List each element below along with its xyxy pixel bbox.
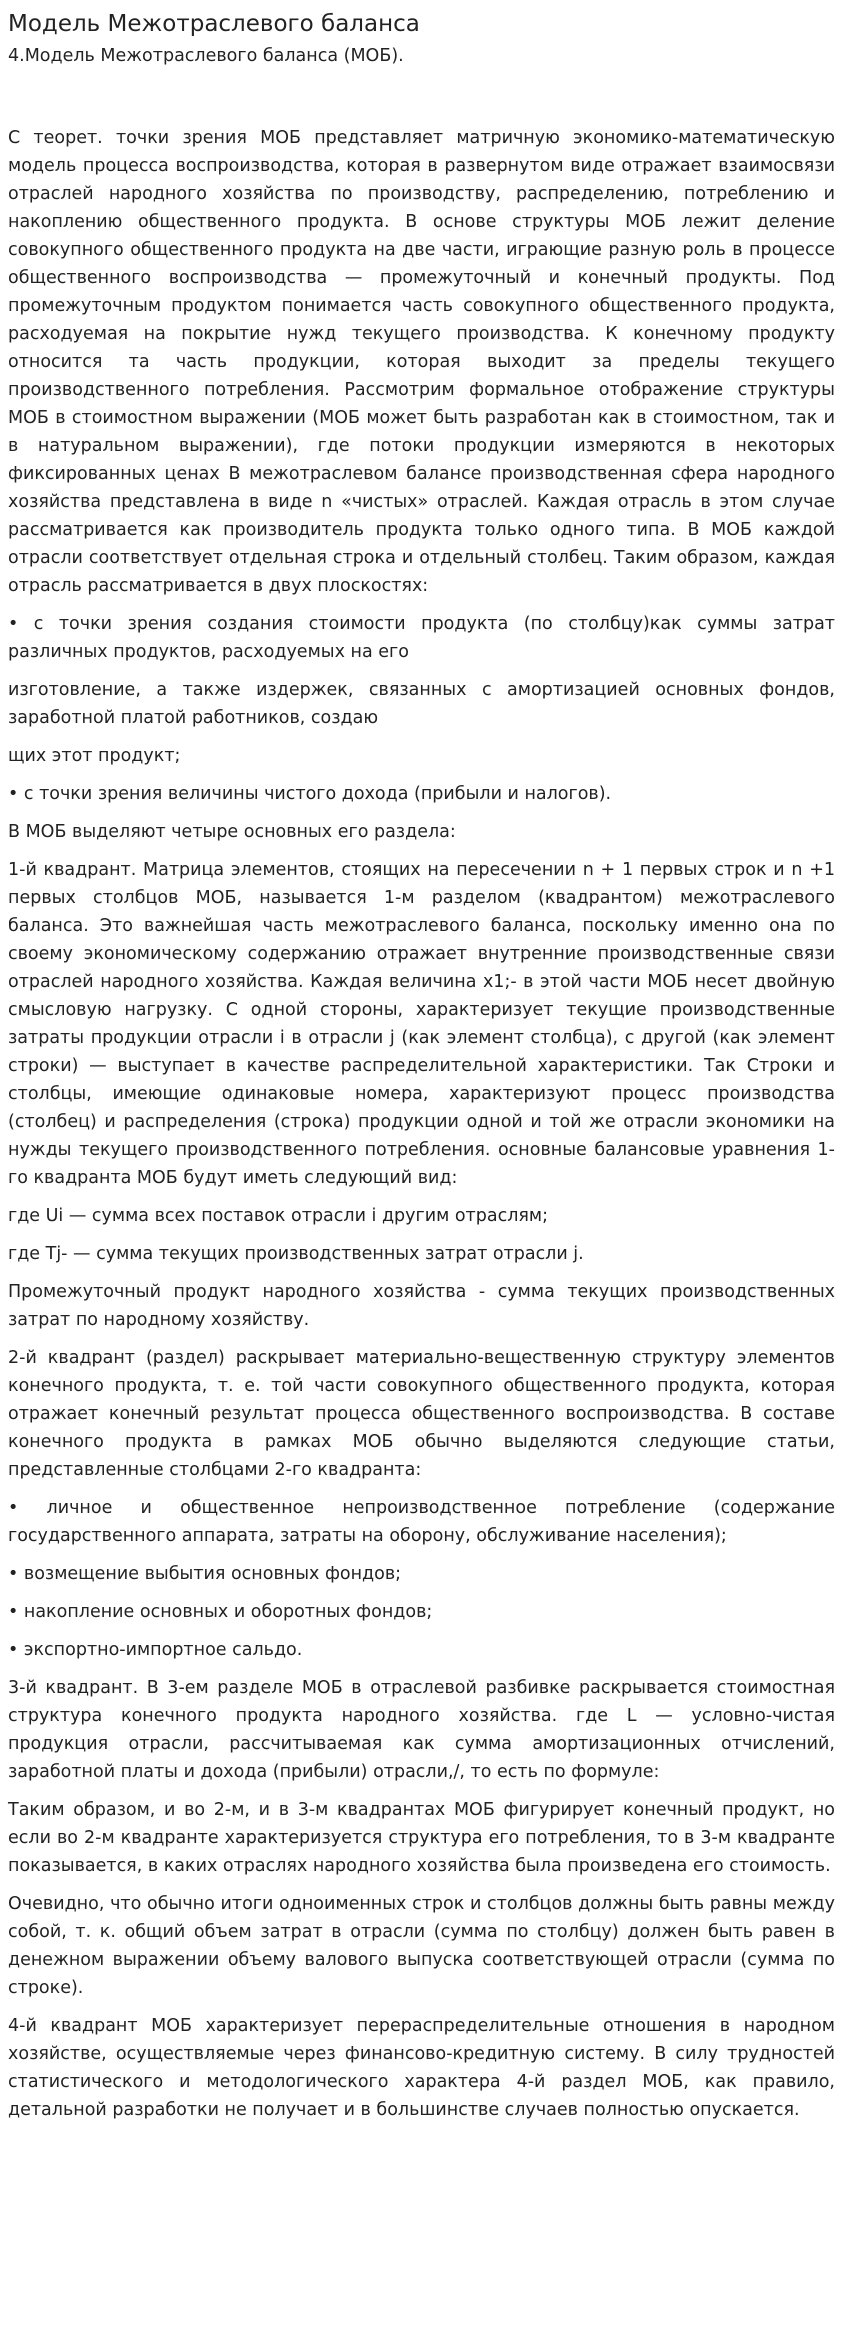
paragraph-quadrant-2: 2-й квадрант (раздел) раскрывает материально-вещественную структуру элементов конечного продукта, т. е. той части совокупного общественного продукта, которая отражает конечный результат процесса общественного воспроизводства. В составе конечного продукта в рамках МОБ обычно выделяются следующие статьи, представленные столбцами 2-го квадранта: [8,1348,835,1480]
paragraph-totals: Очевидно, что обычно итоги одноименных строк и столбцов должны быть равны между собой, т. к. общий объем затрат в отрасли (сумма по столбцу) должен быть равен в денежном выражении объему валового выпуска соответствующей отрасли (сумма по строке). [8,1894,835,1998]
paragraph-bullet-income: • с точки зрения величины чистого дохода (прибыли и налогов). [8,784,612,804]
paragraph-ui-definition: где Ui — сумма всех поставок отрасли i другим отраслям; [8,1206,549,1226]
document-title: Модель Межотраслевого баланса [8,11,420,37]
paragraph-bullet-trade-balance: • экспортно-импортное сальдо. [8,1640,303,1660]
paragraph-intro: С теорет. точки зрения МОБ представляет матричную экономико-математическую модель процесса воспроизводства, которая в развернутом виде отражает взаимосвязи отраслей народного хозяйства по производству, распределению, потреблению и накоплению общественного продукта. В основе структуры МОБ лежит деление совокупного общественного продукта на две части, играющие разную роль в процессе общественного воспроизводства — промежуточный и конечный продукты. Под промежуточным продуктом понимается часть совокупного общественного продукта, расходуемая на покрытие нужд текущего производства. К конечному продукту относится та часть продукции, которая выходит за пределы текущего производственного потребления. Рассмотрим формальное отображение структуры МОБ в стоимостном выражении (МОБ может быть разработан как в стоимостном, так и в натуральном выражении), где потоки продукции измеряются в некоторых фиксированных ценах В межотраслевом балансе производственная сфера народного хозяйства представлена в виде n «чистых» отраслей. Каждая отрасль в этом случае рассматривается как производитель продукта только одного типа. В МОБ каждой отрасли соответствует отдельная строка и отдельный столбец. Таким образом, каждая отрасль рассматривается в двух плоскостях: [8,128,835,596]
paragraph-intermediate-product: Промежуточный продукт народного хозяйства - сумма текущих производственных затрат по народному хозяйству. [8,1282,835,1330]
paragraph-quadrant-3: 3-й квадрант. В 3-ем разделе МОБ в отраслевой разбивке раскрывается стоимостная структура конечного продукта народного хозяйства. где L — условно-чистая продукция отрасли, рассчитываемая как сумма амортизационных отчислений, заработной платы и дохода (прибыли) отрасли,/, то есть по формуле: [8,1678,835,1782]
paragraph-bullet-consumption: • личное и общественное непроизводственное потребление (содержание государственного аппарата, затраты на оборону, обслуживание населения); [8,1498,835,1546]
paragraph-quadrant-1: 1-й квадрант. Матрица элементов, стоящих на пересечении n + 1 первых строк и n +1 первых столбцов МОБ, называется 1-м разделом (квадрантом) межотраслевого баланса. Это важнейшая часть межотраслевого баланса, поскольку именно она по своему экономическому содержанию отражает внутренние производственные связи отраслей народного хозяйства. Каждая величина x1;- в этой части МОБ несет двойную смысловую нагрузку. С одной стороны, характеризует текущие производственные затраты продукции отрасли i в отрасли j (как элемент столбца), с другой (как элемент строки) — выступает в качестве распределительной характеристики. Так Строки и столбцы, имеющие одинаковые номера, характеризуют процесс производства (столбец) и распределения (строка) продукции одной и той же отрасли экономики на нужды текущего производственного потребления. основные балансовые уравнения 1-го квадранта МОБ будут иметь следующий вид: [8,860,835,1188]
paragraph-bullet-cost: • с точки зрения создания стоимости продукта (по столбцу)как суммы затрат различных продуктов, расходуемых на его [8,614,835,662]
document-body [8,124,835,2124]
paragraph-cost-continued: изготовление, а также издержек, связанных с амортизацией основных фондов, заработной платой работников, создаю [8,680,835,728]
paragraph-bullet-retirement: • возмещение выбытия основных фондов; [8,1564,402,1584]
paragraph-bullet-accumulation: • накопление основных и оборотных фондов; [8,1602,433,1622]
paragraph-tj-definition: где Tj- — сумма текущих производственных затрат отрасли j. [8,1244,584,1264]
paragraph-sections-intro: В МОБ выделяют четыре основных его раздела: [8,822,456,842]
paragraph-quadrant-4: 4-й квадрант МОБ характеризует перераспределительные отношения в народном хозяйстве, осуществляемые через финансово-кредитную систему. В силу трудностей статистического и методологического характера 4-й раздел МОБ, как правило, детальной разработки не получает и в большинстве случаев полностью опускается. [8,2016,835,2120]
paragraph-cost-end: щих этот продукт; [8,746,181,766]
document-subtitle: 4.Модель Межотраслевого баланса (МОБ). [8,46,404,66]
paragraph-final-product: Таким образом, и во 2-м, и в 3-м квадрантах МОБ фигурирует конечный продукт, но если во 2-м квадранте характеризуется структура его потребления, то в 3-м квадранте показывается, в каких отраслях народного хозяйства была произведена его стоимость. [8,1800,835,1876]
